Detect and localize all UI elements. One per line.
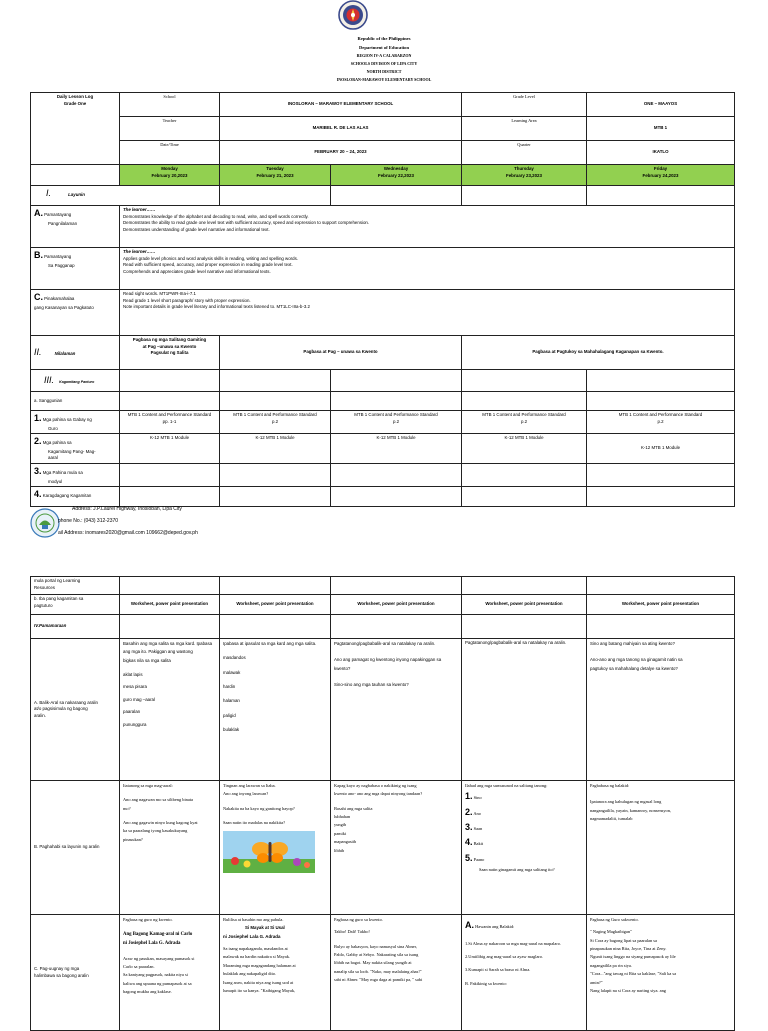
balik-aral-label: A. Balik-Aral sa nakaraang aralin at/o pagsisimula ng bagong aralin.	[31, 639, 120, 781]
paghahabi-wednesday: Kapag kayo ay nagbabasa o nakikinig ng isang kwento ano- ano ang mga dapat ninyong tandaan? Basahi ang mga salita lubhahan yungib pamiki mapangasiib libhib	[331, 781, 462, 915]
dll-title-cell	[31, 93, 120, 165]
paghahabi-label: B. Paghahabi sa layunin ng aralin	[31, 781, 120, 915]
day-monday: Monday February 20,2023	[120, 165, 220, 186]
row-2-label: 2. Mga pahina sa Kagamitang Pang- Mag- aaral	[31, 434, 120, 464]
day-header-blank	[31, 165, 120, 186]
footer-email: ail Address: inomares2020@gmail.com 109662@deped.gov.ph	[58, 530, 198, 536]
row-1-wednesday: MTB 1 Content and Performance Standard p.2	[331, 411, 462, 434]
iba-pang-label: b. Iba pang kagamitan sa pagtuturo	[31, 595, 120, 615]
teacher-value: MARIBEL R. DE LAS ALAS	[220, 117, 462, 141]
learning-area-label: Learning Area	[462, 117, 587, 141]
quarter-value: IKATLO	[587, 141, 735, 165]
paghahabi-monday: Itatanong sa mga mag-aaral: Ano ang nagawan mo sa siltbeng binata mo? Ano ang gagawin ninyo kung kagong kyat ka sa paaralang iyong kasakukuyang pinasukan?	[120, 781, 220, 915]
row-1-tuesday: MTB 1 Content and Performance Standard p.2	[220, 411, 331, 434]
portal-label: mula portal ng Learning Resources	[31, 577, 120, 595]
row-2-monday: K-12 MTB 1 Module	[120, 434, 220, 464]
header-republic: Republic of the Philippines	[357, 36, 411, 41]
day-wednesday: Wednesday February 22,2023	[331, 165, 462, 186]
row-2-tuesday: K-12 MTB 1 Module	[220, 434, 331, 464]
day-friday: Friday February 24,2023	[587, 165, 735, 186]
row-3-label: 3. Mga Pahina mula sa modyul	[31, 464, 120, 487]
pamamaraan-label: IV.Pamamaraan	[31, 615, 120, 639]
school-logo-icon	[30, 508, 60, 538]
paghahabi-thursday: Ilahad ang mga sumusunod na salitang tanong: 1. Sino 2. Ano 3. Saan 4. Bakit 5. Paano Saan natin ginagamit ang mga salitang ito?	[462, 781, 587, 915]
day-thursday: Thursday February 23,2023	[462, 165, 587, 186]
row-1-friday: MTB 1 Content and Performance Standard p.2	[587, 411, 735, 434]
quarter-label: Quarter	[462, 141, 587, 165]
row-2-friday: K-12 MTB 1 Module	[587, 434, 735, 464]
row-a-content: The learner…… Demonstrates knowledge of the alphabet and decoding to read, write, and spell words correctly. Demonstrates the ability to read grade one level text with sufficient accuracy, speed and expression to support comprehension. Demonstrates understanding of grade level narrative and informational text.	[120, 206, 735, 248]
row-a-label: A. Pamantayang Pangnilalaman	[31, 206, 120, 248]
learning-area-value: MTB 1	[587, 117, 735, 141]
balik-aral-friday: Sino ang batang mahiyain sa ating kwento? Ano-ano ang mga tanong na ginagamit natin sa pagtukoy sa mahahalang detalye sa kwento?	[587, 639, 735, 781]
teacher-label: Teacher	[120, 117, 220, 141]
dll-title: Daily Lesson Log	[56, 94, 94, 99]
butterfly-garden-picture	[223, 831, 315, 873]
paghahabi-friday: Pagbabasa ng balakid: Ipatanora ang kahulugan ng mgasal long nangangailila, yayain, kamanroy, nonsensyon, nagmamadaliii, tumalab	[587, 781, 735, 915]
row-2-wednesday: K-12 MTB 1 Module	[331, 434, 462, 464]
footer-phone: phone No.: (043) 312-2370	[58, 518, 119, 524]
nilalaman-monday: Pagbasa ng mga Salitang Gamiting at Pag –unawa sa Kwento Pagsulat ng Salita	[120, 336, 220, 370]
grade-level-value: ONE – MAAYOS	[587, 93, 735, 117]
pag-uugnay-friday: Pagbasa ng Guro sakwento. " Naging Magkaibigan" Si Cora ay bagong lipat sa paaralan sa pinapasukan nina Rita, Joyce, Tina at Zeny. Ngunit isang linggo na siyang pumapasok ay lile nagangailila pa rin siya. "Cora..."ang tawag ni Rita sa kaklase, "Sali ka sa amin?" Nang lalapit na si Cora ay nariing siya. ang	[587, 915, 735, 1031]
pag-uugnay-wednesday: Pagbasa ng guro sa kwento. Takbo! Dali! Takbo! Bulyo ay bakasyon, kayo namasyal sina Abner, Pablo, Gabby at Sebyo. Nakarating sila sa isang libhib na bagot. May nakita silang yungib at nanalip sila sa loob. "Nako, may malalaing ahas!" sabi ni Abner. "May mga daga at pamiki pa, " sabi	[331, 915, 462, 1031]
header-region: REGION IV-A CALABARZON	[356, 53, 412, 58]
section-nilalaman: II. Nilalaman	[31, 336, 120, 370]
row-b-content: The learner…… Applies grade level phonics and word analysis skills in reading, writing and spelling words. Read with sufficient speed, accuracy, and proper expression in reading grade level text. Comprehends and appreciates grade level narrative and informational texts.	[120, 248, 735, 290]
deped-seal-icon	[337, 0, 369, 30]
date-label: Date/Time	[120, 141, 220, 165]
row-1-label: 1. Mga pahina sa Gabay ng Guro	[31, 411, 120, 434]
header-division: SCHOOLS DIVISION OF LIPA CITY	[350, 61, 418, 66]
balik-aral-thursday: Pagtatanong/pagbabalik-aral sa natalakay na aralin.	[462, 639, 587, 781]
procedure-table	[30, 576, 735, 1031]
footer-address: Address: J.P.Laurel Highway, Inosloban, Lipa City	[72, 506, 182, 512]
balik-aral-wednesday: Pagtatanong/pagbabalik-aral sa natalakay na aralin. Ano ang pamagat ng kwentong inyong napakinggan sa kwento? Sino-sino ang mga tauhan sa kwento?	[331, 639, 462, 781]
nilalaman-thu-fri: Pagbasa at Pagtukoy sa Mahahalagang Kaganapan sa Kwento.	[462, 336, 735, 370]
sanggunian-label: a. Sanggunian	[31, 392, 120, 411]
header-school: INOSLORAN-MARAWOY ELEMENTARY SCHOOL	[336, 77, 432, 82]
grade-level-label: Grade Level	[462, 93, 587, 117]
header-department: Department of Education	[358, 45, 410, 50]
ws-thursday: Worksheet, power point presentation	[462, 595, 587, 615]
school-label: School	[120, 93, 220, 117]
nilalaman-tue-wed: Pagbasa at Pag – unawa sa Kwento	[220, 336, 462, 370]
pag-uugnay-thursday: A. Hawanin ang Balakid: 1.Si Alma ay nakaroon sa mga mag-aaral na mapalaro. 2.Umiilibig ang mag-aaral sa ayaw maglaro. 3.Kumapit si Sarah sa braso ni Alma. B. Pakikinig sa kwento:	[462, 915, 587, 1031]
pag-uugnay-tuesday: Bulilisa at basahin mo ang pabula. Si Mayak at Si Usal ni Josiephel Lala G. Adrada Sa isang napakaganda, masdandos at malawak na hardin nakatira si Mayak. Maraming mga magagandang halaman at bulaklak ang nakapaligid dito. Isang araw, nakita niya ang isang uod at lumapit ito sa kanya. "Kaibigang Mayak,	[220, 915, 331, 1031]
grade-title: Grade One	[63, 100, 87, 106]
balik-aral-monday: Basahin ang mga salita sa mga kard. Ipabasa ang mga ito. Pakiggan ang wastong bigkas nila sa mga salita aklat lapis mesa pisara guro mag –aaral paaralan pununggura	[120, 639, 220, 781]
ws-monday: Worksheet, power point presentation	[120, 595, 220, 615]
section-kagamitan: III. Kagamitang Panturo	[31, 370, 120, 392]
row-1-monday: MTB 1 Content and Performance Standard pp. 1-1	[120, 411, 220, 434]
ws-wednesday: Worksheet, power point presentation	[331, 595, 462, 615]
lesson-log-table	[30, 92, 735, 507]
ws-friday: Worksheet, power point presentation	[587, 595, 735, 615]
day-tuesday: Tuesday February 21, 2023	[220, 165, 331, 186]
balik-aral-tuesday: Ipabasa at ipasulat sa mga kard ang mga salita. masdandos malawak hardin halaman paligid bulaklak	[220, 639, 331, 781]
row-1-thursday: MTB 1 Content and Performance Standard p.2	[462, 411, 587, 434]
header-district: NORTH DISTRICT	[366, 69, 402, 74]
paghahabi-tuesday: Tingnan ang larawan sa Itaba. Ano ang inyong larawan? Nakakita na ba kayo ng ganitong hayop? Saan natin ito madalas na nakikita?	[220, 781, 331, 915]
pag-uugnay-label: C. Pag-uugnay ng mga halimbawa sa bagong aralin	[31, 915, 120, 1031]
school-value: INOSLORAN – MARAWOY ELEMENTARY SCHOOL	[220, 93, 462, 117]
row-c-content: Read sight words. MT1PWR-IIIa-i-7.1 Read grade 1 level short paragraph/ story with proper expression. Note important details in grade level literary and informational texts listened to. MT1LC-IIIa-b-3.2	[120, 290, 735, 336]
row-2-thursday: K-12 MTB 1 Module	[462, 434, 587, 464]
row-4-label: 4. Karagdagang Kagamitan	[31, 487, 120, 507]
pag-uugnay-monday: Pagbasa ng guro ng kwento. Ang Bagong Kamag-aral ni Carlo ni Josiephel Lala G. Adrada Araw ng pasukan, masayang pumasok si Carlo sa paaralan. Sa kaniyang pagpasok, nakita niya si kaliwa ang upuana ng pumapasok at sa bagong mukha ang kaklase.	[120, 915, 220, 1031]
ws-tuesday: Worksheet, power point presentation	[220, 595, 331, 615]
page-footer	[30, 506, 230, 542]
row-c-label: C. Pinakamahalaa gang Kasanayan sa Pagkatuto	[31, 290, 120, 336]
row-b-label: B. Pamantayang Sa Pagganap	[31, 248, 120, 290]
date-value: FEBRUARY 20 – 24, 2023	[220, 141, 462, 165]
section-layunin: I. Layunin	[31, 186, 220, 206]
